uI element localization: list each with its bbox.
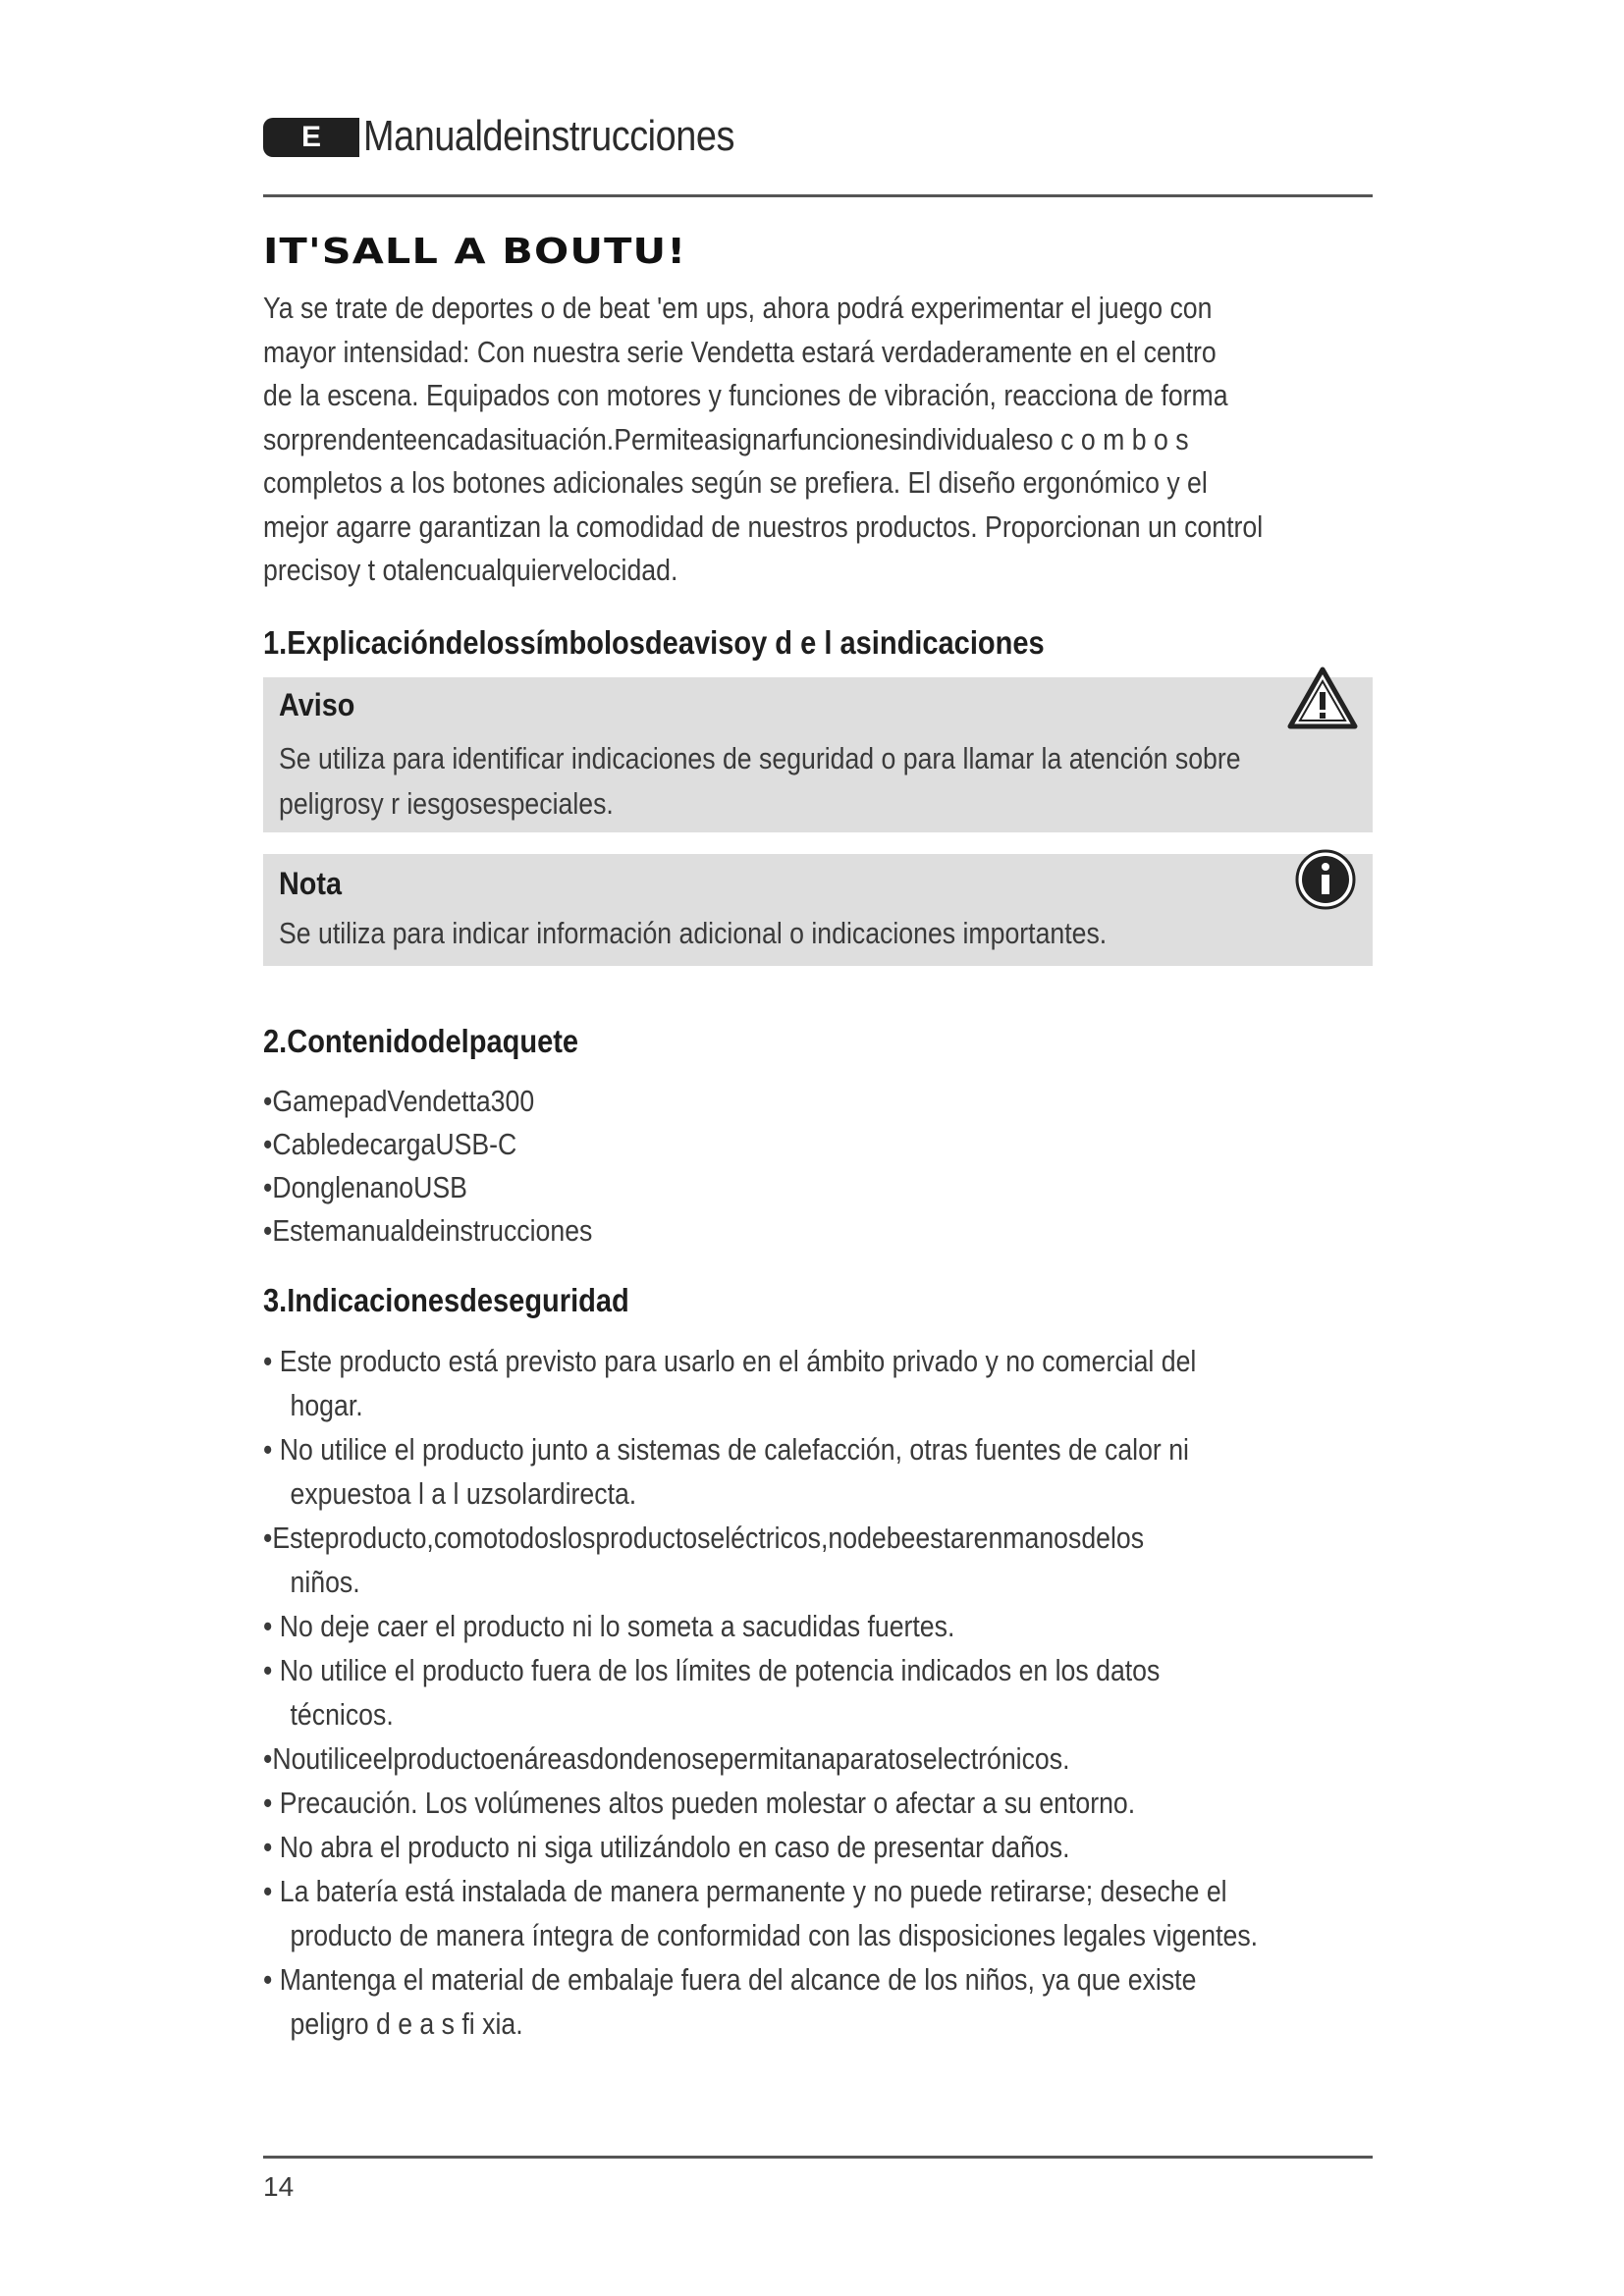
list-item: • Mantenga el material de embalaje fuera del alcance de los niños, ya que existe xyxy=(263,1962,1197,1997)
list-item-continuation: hogar. xyxy=(290,1388,363,1422)
warning-box xyxy=(263,677,1373,832)
list-item: •Esteproducto,comotodoslosproductoseléctricos,nodebeestarenmanosdelos xyxy=(263,1521,1145,1555)
list-item: • No abra el producto ni siga utilizándolo en caso de presentar daños. xyxy=(263,1830,1070,1864)
header-divider xyxy=(263,194,1373,197)
package-contents-list xyxy=(263,1080,1373,1253)
page-number: 14 xyxy=(263,2171,295,2202)
note-title: Nota xyxy=(279,866,342,901)
list-item-continuation: peligro d e a s fi xia. xyxy=(290,2006,523,2041)
list-item: • No utilice el producto junto a sistemas de calefacción, otras fuentes de calor ni xyxy=(263,1432,1189,1467)
list-item: • No utilice el producto fuera de los límites de potencia indicados en los datos xyxy=(263,1653,1161,1687)
intro-paragraph xyxy=(263,287,1373,593)
list-item: • Precaución. Los volúmenes altos pueden molestar o afectar a su entorno. xyxy=(263,1786,1136,1820)
list-item-continuation: producto de manera íntegra de conformidad con las disposiciones legales vigentes. xyxy=(290,1918,1259,1952)
intro-line: sorprendenteencadasituación.Permiteasignarfuncionesindividualeso c o m b o s xyxy=(263,421,1189,456)
section-3-heading: 3.Indicacionesdeseguridad xyxy=(263,1282,629,1318)
list-item: •Noutiliceelproductoenáreasdondenosepermitanaparatoselectrónicos. xyxy=(263,1741,1070,1776)
note-text xyxy=(279,911,1369,956)
safety-list xyxy=(263,1339,1373,2046)
list-item-continuation: niños. xyxy=(290,1565,360,1599)
warning-text-line: Se utiliza para identificar indicaciones de seguridad o para llamar la atención sobre xyxy=(279,741,1241,775)
list-item: •Estemanualdeinstrucciones xyxy=(263,1213,593,1248)
list-item-continuation: técnicos. xyxy=(290,1697,394,1732)
warning-title: Aviso xyxy=(279,687,355,722)
intro-line: Ya se trate de deportes o de beat 'em ups, ahora podrá experimentar el juego con xyxy=(263,291,1213,325)
slogan: IT'SALL A BOUTU! xyxy=(263,232,687,272)
intro-line: de la escena. Equipados con motores y funciones de vibración, reacciona de forma xyxy=(263,378,1228,412)
footer-divider xyxy=(263,2156,1373,2159)
list-item-continuation: expuestoa l a l uzsolardirecta. xyxy=(290,1476,637,1511)
list-item: •DonglenanoUSB xyxy=(263,1170,467,1204)
manual-title: Manualdeinstrucciones xyxy=(363,112,735,160)
intro-line: completos a los botones adicionales según se prefiera. El diseño ergonómico y el xyxy=(263,465,1208,500)
intro-line: mejor agarre garantizan la comodidad de nuestros productos. Proporcionan un control xyxy=(263,508,1264,544)
section-1-heading: 1.Explicacióndelossímbolosdeavisoy d e l asindicaciones xyxy=(263,624,1045,661)
intro-line: mayor intensidad: Con nuestra serie Vendetta estará verdaderamente en el centro xyxy=(263,334,1217,369)
list-item: • Este producto está previsto para usarlo en el ámbito privado y no comercial del xyxy=(263,1344,1197,1378)
warning-text-line: peligrosy r iesgosespeciales. xyxy=(279,786,614,821)
list-item: •CabledecargaUSB-C xyxy=(263,1127,517,1161)
info-circle-icon xyxy=(1294,848,1357,911)
list-item: • No deje caer el producto ni lo someta a sacudidas fuertes. xyxy=(263,1609,955,1643)
warning-triangle-icon xyxy=(1286,666,1359,730)
note-text-line: Se utiliza para indicar información adicional o indicaciones importantes. xyxy=(279,916,1108,950)
intro-line: precisoy t otalencualquiervelocidad. xyxy=(263,553,678,587)
note-box xyxy=(263,854,1373,966)
section-2-heading: 2.Contenidodelpaquete xyxy=(263,1023,579,1059)
list-item: • La batería está instalada de manera permanente y no puede retirarse; deseche el xyxy=(263,1874,1227,1908)
page-header xyxy=(263,114,1373,167)
warning-text xyxy=(279,736,1369,827)
list-item: •GamepadVendetta300 xyxy=(263,1084,535,1118)
language-badge: E xyxy=(263,118,359,157)
